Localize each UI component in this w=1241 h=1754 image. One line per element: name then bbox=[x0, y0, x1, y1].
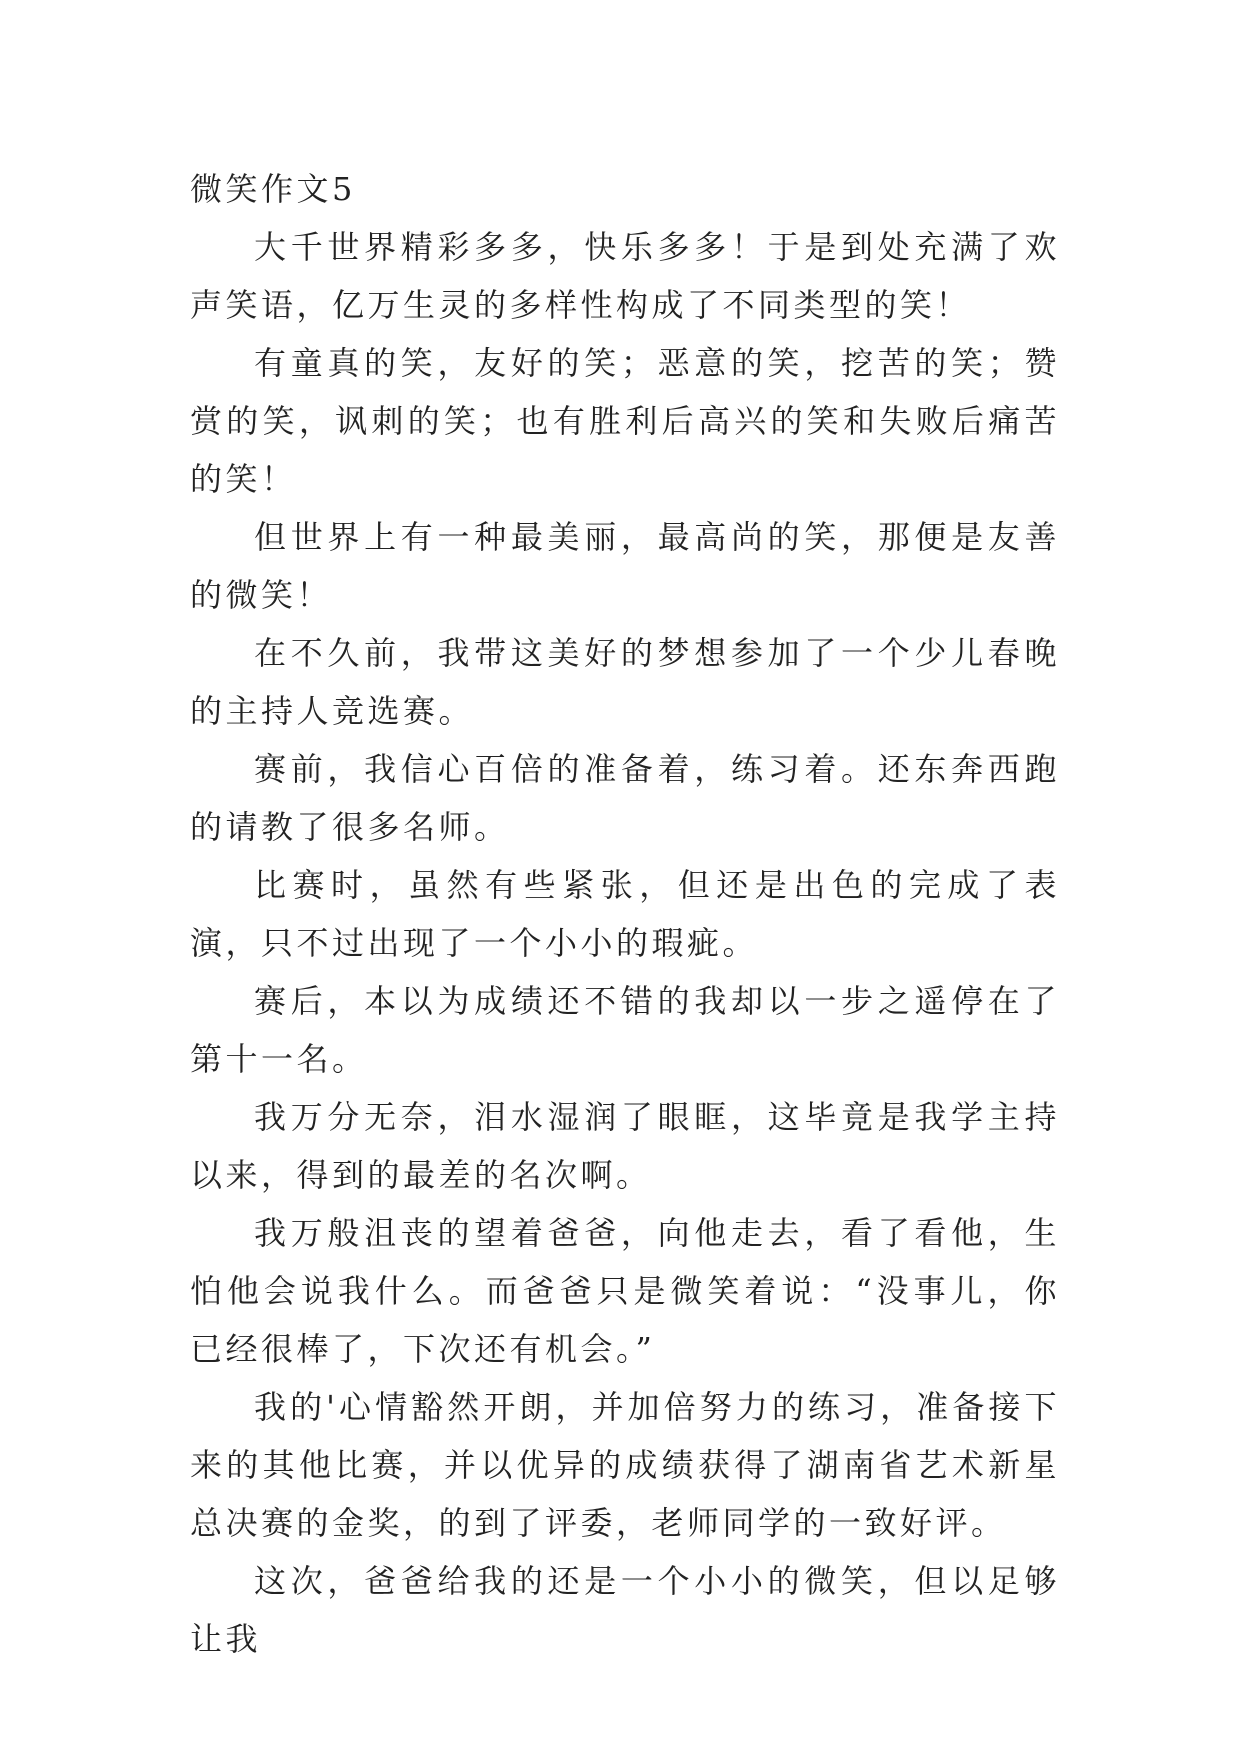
paragraph: 我的'心情豁然开朗，并加倍努力的练习，准备接下来的其他比赛，并以优异的成绩获得了湖南省艺术新星总决赛的金奖，的到了评委，老师同学的一致好评。 bbox=[190, 1388, 1060, 1542]
paragraph: 有童真的笑，友好的笑；恶意的笑，挖苦的笑；赞赏的笑，讽刺的笑；也有胜利后高兴的笑和失败后痛苦的笑！ bbox=[190, 344, 1060, 498]
paragraph: 我万般沮丧的望着爸爸，向他走去，看了看他，生怕他会说我什么。而爸爸只是微笑着说：“没事儿，你已经很棒了，下次还有机会。” bbox=[190, 1214, 1060, 1368]
paragraph: 在不久前，我带这美好的梦想参加了一个少儿春晚的主持人竞选赛。 bbox=[190, 634, 1060, 730]
paragraph: 但世界上有一种最美丽，最高尚的笑，那便是友善的微笑！ bbox=[190, 518, 1060, 614]
paragraph: 比赛时，虽然有些紧张，但还是出色的完成了表演，只不过出现了一个小小的瑕疵。 bbox=[190, 866, 1060, 962]
paragraph: 赛前，我信心百倍的准备着，练习着。还东奔西跑的请教了很多名师。 bbox=[190, 750, 1060, 846]
paragraph: 这次，爸爸给我的还是一个小小的微笑，但以足够让我 bbox=[190, 1562, 1060, 1658]
paragraph: 大千世界精彩多多，快乐多多！于是到处充满了欢声笑语，亿万生灵的多样性构成了不同类型的笑！ bbox=[190, 228, 1060, 324]
essay-title: 微笑作文5 bbox=[190, 170, 356, 208]
paragraph: 赛后，本以为成绩还不错的我却以一步之遥停在了第十一名。 bbox=[190, 982, 1060, 1078]
essay-body bbox=[190, 160, 1060, 1668]
paragraph: 我万分无奈，泪水湿润了眼眶，这毕竟是我学主持以来，得到的最差的名次啊。 bbox=[190, 1098, 1060, 1194]
